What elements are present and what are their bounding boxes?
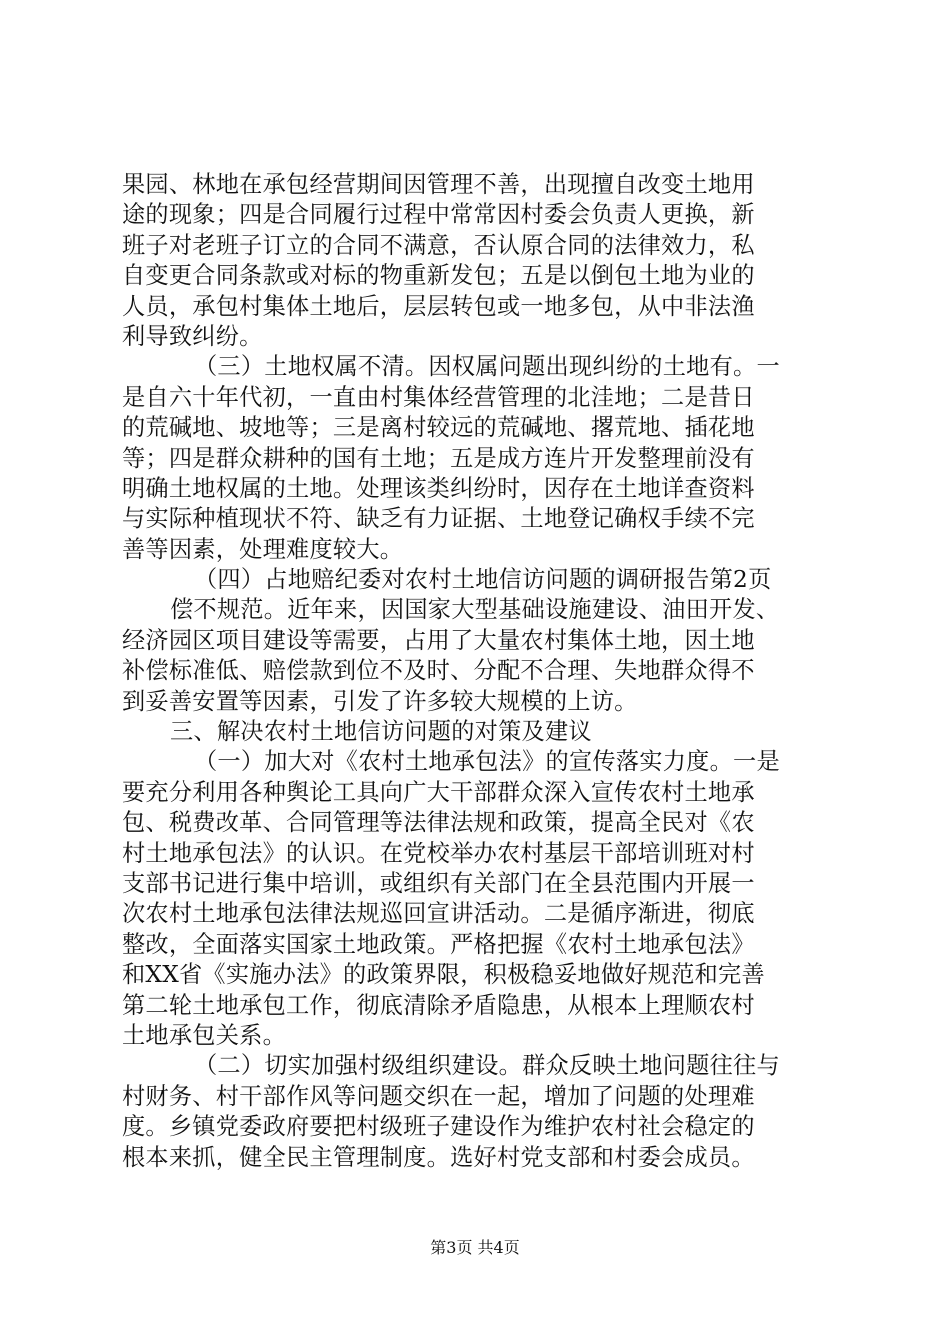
text-line: 补偿标准低、赔偿款到位不及时、分配不合理、失地群众得不: [122, 657, 755, 685]
text-line: 与实际种植现状不符、缺乏有力证据、土地登记确权手续不完: [122, 505, 755, 533]
text-line: 经济园区项目建设等需要，占用了大量农村集体土地，因土地: [122, 626, 755, 654]
document-body: [122, 170, 830, 1173]
text-line: 果园、林地在承包经营期间因管理不善，出现擅自改变土地用: [122, 171, 755, 198]
text-line: 支部书记进行集中培训，或组织有关部门在全县范围内开展一: [122, 869, 755, 897]
text-line: 次农村土地承包法律法规巡回宣讲活动。二是循序渐进，彻底: [122, 900, 755, 928]
text-line: 度。乡镇党委政府要把村级班子建设作为维护农村社会稳定的: [122, 1113, 755, 1141]
text-line: 人员，承包村集体土地后，层层转包或一地多包，从中非法渔: [122, 292, 755, 320]
text-line: 途的现象；四是合同履行过程中常常因村委会负责人更换，新: [122, 201, 755, 229]
text-line: 善等因素，处理难度较大。: [122, 535, 404, 563]
text-line: 明确土地权属的土地。处理该类纠纷时，因存在土地详查资料: [122, 474, 755, 502]
text-line: 的荒碱地、坡地等；三是离村较远的荒碱地、撂荒地、插花地: [122, 414, 755, 442]
text-line: 等；四是群众耕种的国有土地；五是成方连片开发整理前没有: [122, 444, 755, 472]
text-line: 第二轮土地承包工作，彻底清除矛盾隐患，从根本上理顺农村: [122, 991, 755, 1019]
text-line: 整改，全面落实国家土地政策。严格把握《农村土地承包法》: [122, 930, 755, 958]
text-line: 三、解决农村土地信访问题的对策及建议: [170, 718, 592, 746]
page-number-footer: 第3页 共4页: [430, 1238, 520, 1257]
text-line: 利导致纠纷。: [122, 322, 263, 350]
text-line: 偿不规范。近年来，因国家大型基础设施建设、油田开发、: [170, 596, 780, 624]
text-line: 自变更合同条款或对标的物重新发包；五是以倒包土地为业的: [122, 262, 755, 290]
text-line: 土地承包关系。: [122, 1021, 287, 1049]
text-line: 村土地承包法》的认识。在党校举办农村基层干部培训班对村: [122, 839, 755, 867]
text-line: （四）占地赔纪委对农村土地信访问题的调研报告第2页: [194, 566, 772, 594]
text-line: （三）土地权属不清。因权属问题出现纠纷的土地有。一: [194, 353, 780, 381]
text-line: 班子对老班子订立的合同不满意，否认原合同的法律效力，私: [122, 231, 755, 259]
text-line: （二）切实加强村级组织建设。群众反映土地问题往往与: [194, 1052, 780, 1080]
text-line: 要充分利用各种舆论工具向广大干部群众深入宣传农村土地承: [122, 778, 755, 806]
text-line: 包、税费改革、合同管理等法律法规和政策，提高全民对《农: [122, 809, 755, 837]
text-line: 村财务、村干部作风等问题交织在一起，增加了问题的处理难: [122, 1082, 755, 1110]
text-line: 根本来抓，健全民主管理制度。选好村党支部和村委会成员。: [122, 1143, 755, 1171]
text-line: 是自六十年代初，一直由村集体经营管理的北洼地；二是昔日: [122, 383, 755, 411]
text-line: 到妥善安置等因素，引发了许多较大规模的上访。: [122, 687, 638, 715]
text-line: 和XX省《实施办法》的政策界限，积极稳妥地做好规范和完善: [122, 961, 765, 989]
text-line: （一）加大对《农村土地承包法》的宣传落实力度。一是: [194, 748, 780, 776]
